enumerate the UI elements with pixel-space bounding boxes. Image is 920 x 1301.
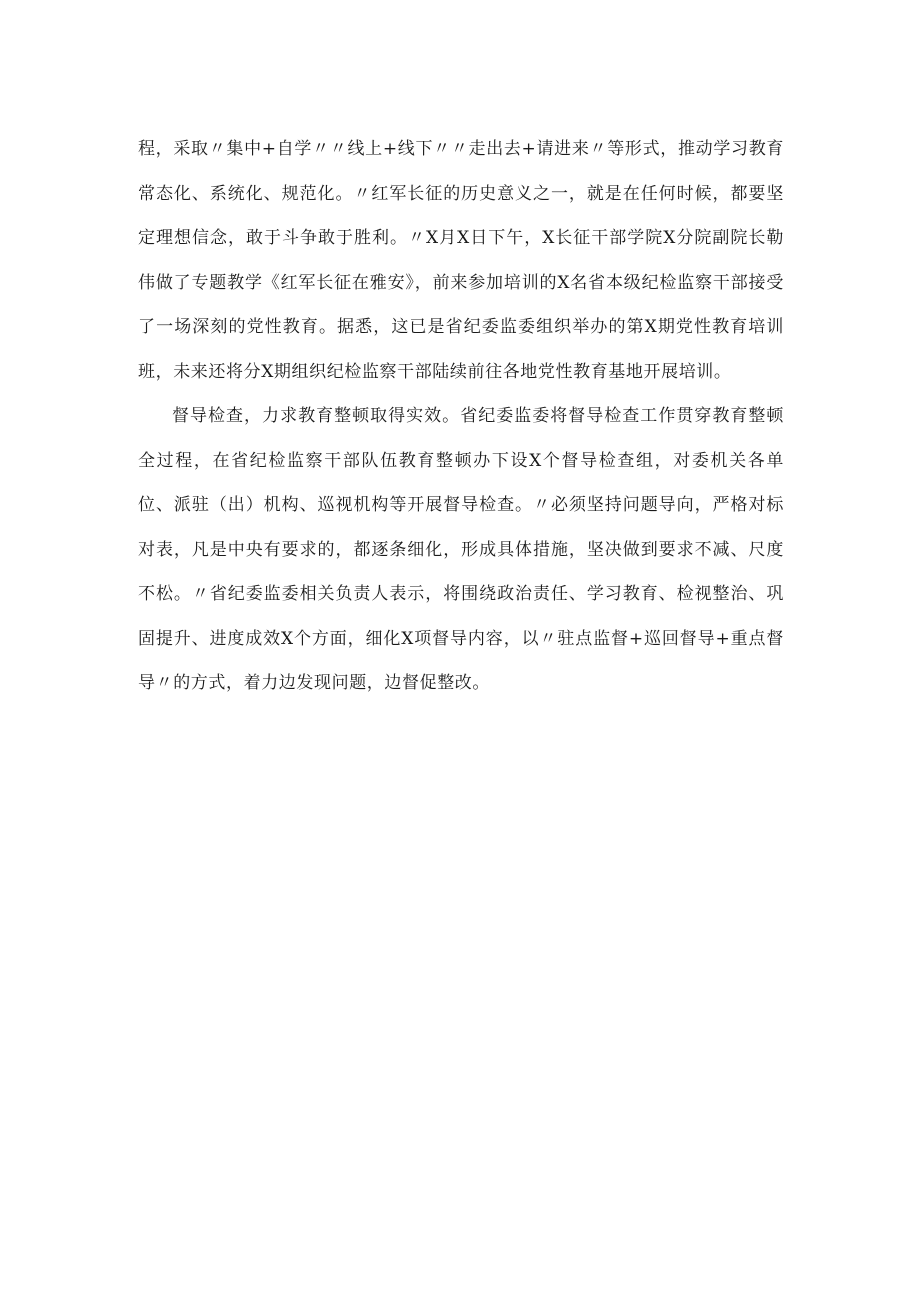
- document-body: [138, 127, 784, 706]
- paragraph-continuation: 程，采取〃集中+自学〃〃线上+线下〃〃走出去+请进来〃等形式，推动学习教育常态化、系统化、规范化。〃红军长征的历史意义之一，就是在任何时候，都要坚定理想信念，敢于斗争敢于胜利。〃X月X日下午，X长征干部学院X分院副院长勒伟做了专题教学《红军长征在雅安》，前来参加培训的X名省本级纪检监察干部接受了一场深刻的党性教育。据悉，这已是省纪委监委组织举办的第X期党性教育培训班，未来还将分X期组织纪检监察干部陆续前往各地党性教育基地开展培训。: [138, 139, 784, 382]
- paragraph-supervision: 督导检查，力求教育整顿取得实效。省纪委监委将督导检查工作贯穿教育整顿全过程，在省纪检监察干部队伍教育整顿办下设X个督导检查组，对委机关各单位、派驻（出）机构、巡视机构等开展督导检查。〃必须坚持问题导向，严格对标对表，凡是中央有要求的，都逐条细化，形成具体措施，坚决做到要求不减、尺度不松。〃省纪委监委相关负责人表示，将围绕政治责任、学习教育、检视整治、巩固提升、进度成效X个方面，细化X项督导内容，以〃驻点监督+巡回督导+重点督导〃的方式，着力边发现问题，边督促整改。: [138, 406, 784, 693]
